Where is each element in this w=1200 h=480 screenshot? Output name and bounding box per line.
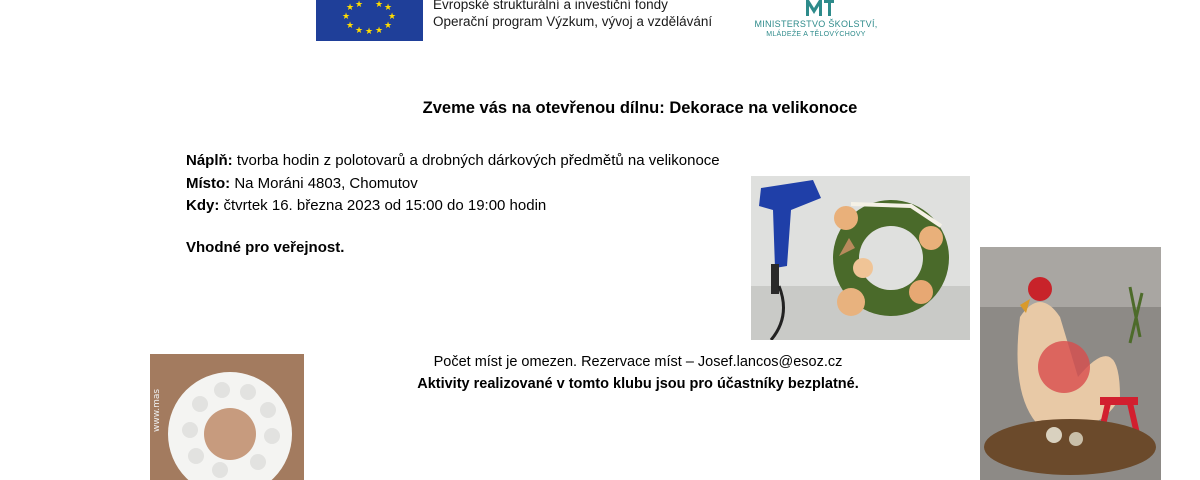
place-value: Na Moráni 4803, Chomutov [230, 174, 418, 192]
capacity-note: Počet míst je omezen. Rezervace míst – Josef.lancos@esoz.cz [433, 354, 843, 370]
eu-funds-line: Evropské strukturální a investiční fondy [433, 0, 668, 12]
svg-text:★: ★ [354, 26, 364, 36]
when-value: čtvrtek 16. března 2023 od 15:00 do 19:00 hodin [219, 197, 547, 214]
free-note: Aktivity realizované v tomto klubu jsou pro účastníky bezplatné. [417, 376, 859, 392]
ministry-name [746, 20, 886, 39]
wreath-photo [751, 176, 970, 340]
when-row [186, 195, 720, 218]
page-title: Zveme vás na otevřenou dílnu: Dekorace na velikonoce [422, 99, 858, 117]
event-details [186, 150, 720, 218]
svg-text:★: ★ [354, 0, 364, 10]
ministry-name-line1: MINISTERSTVO ŠKOLSTVÍ, [754, 19, 878, 29]
svg-text:★: ★ [387, 12, 397, 22]
eu-funding-text [433, 0, 712, 30]
when-label: Kdy: [186, 197, 220, 214]
eu-program-line: Operační program Výzkum, vývoj a vzdělávání [433, 14, 713, 29]
place-row [186, 173, 720, 196]
audience-note: Vhodné pro veřejnost. [186, 239, 345, 256]
reservation-notes [0, 351, 1200, 395]
svg-text:★: ★ [364, 27, 374, 37]
svg-text:★: ★ [383, 3, 393, 13]
content-row [186, 150, 720, 173]
svg-text:★: ★ [374, 26, 384, 36]
ministry-name-line2: MLÁDEŽE A TĚLOVÝCHOVY [766, 30, 866, 38]
content-label: Náplň: [186, 152, 233, 169]
watermark-text: www.mas [152, 388, 162, 432]
content-value: tvorba hodin z polotovarů a drobných dárkových předmětů na velikonoce [232, 152, 720, 169]
svg-text:★: ★ [383, 21, 393, 31]
eu-flag-logo [316, 0, 423, 41]
place-label: Místo: [186, 174, 231, 192]
svg-text:★: ★ [341, 12, 351, 22]
svg-text:★: ★ [345, 21, 355, 31]
svg-text:★: ★ [374, 0, 384, 10]
svg-text:★: ★ [345, 3, 355, 13]
